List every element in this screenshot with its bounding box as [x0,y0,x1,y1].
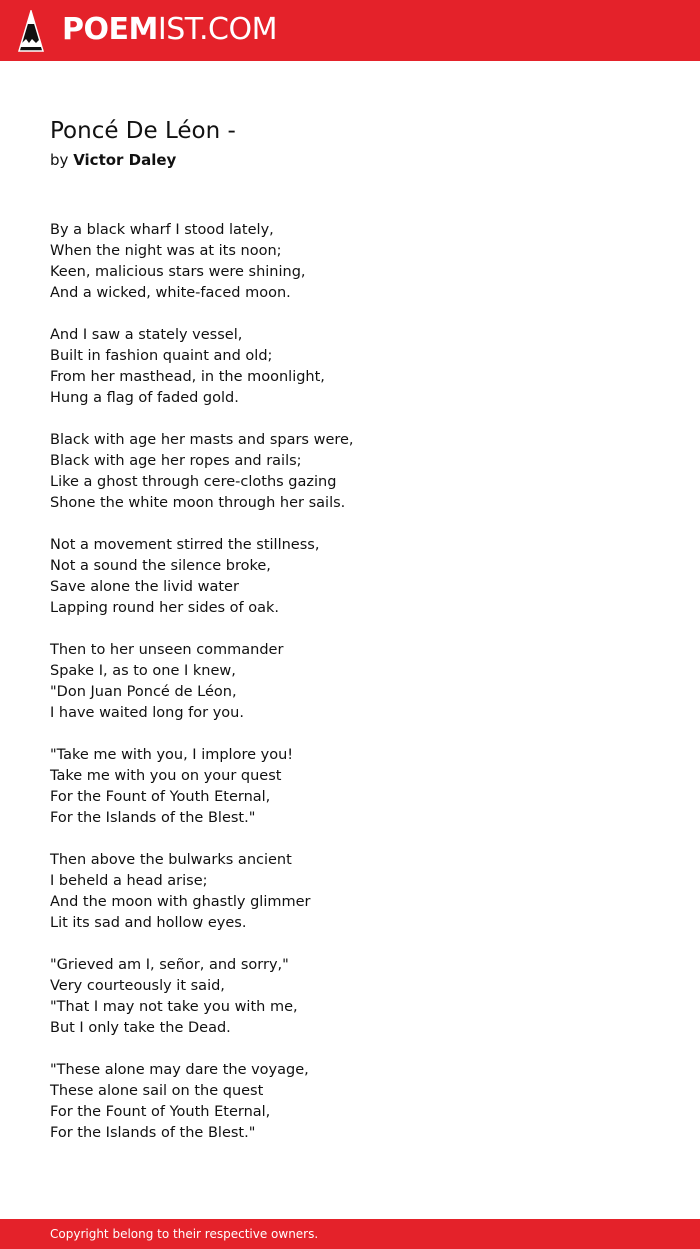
poem-line: From her masthead, in the moonlight, [50,369,325,385]
logo-text-light: IST.COM [157,12,277,47]
poem-line: Black with age her ropes and rails; [50,453,302,469]
site-logo[interactable] [62,12,277,48]
poem-line: And the moon with ghastly glimmer [50,894,311,910]
logo-text-bold: POEM [62,12,158,47]
stanza [50,640,650,724]
poem-line: For the Fount of Youth Eternal, [50,789,271,805]
stanza [50,1060,650,1144]
poem-line: I have waited long for you. [50,705,244,721]
stanza [50,535,650,619]
copyright-text: Copyright belong to their respective owners. [50,1227,319,1241]
by-label: by [50,151,69,169]
poem-line: Not a sound the silence broke, [50,558,271,574]
poem-line: When the night was at its noon; [50,243,282,259]
poem-line: Hung a flag of faded gold. [50,390,239,406]
stanza [50,220,650,304]
poem-line: I beheld a head arise; [50,873,208,889]
poem-line: Keen, malicious stars were shining, [50,264,306,280]
poem-line: Then above the bulwarks ancient [50,852,292,868]
poem-title: Poncé De Léon - [50,118,236,144]
poem-line: Save alone the livid water [50,579,239,595]
poem-line: Like a ghost through cere-cloths gazing [50,474,337,490]
site-footer [0,1219,700,1249]
poem-line: Very courteously it said, [50,978,225,994]
poem-line: And I saw a stately vessel, [50,327,243,343]
stanza [50,850,650,934]
poem-line: For the Islands of the Blest." [50,810,256,826]
poem-line: Spake I, as to one I knew, [50,663,236,679]
poem-line: Black with age her masts and spars were, [50,432,354,448]
poem-line: Lit its sad and hollow eyes. [50,915,247,931]
poem-line: Built in fashion quaint and old; [50,348,273,364]
poem-line: For the Islands of the Blest." [50,1125,256,1141]
poem-line: Take me with you on your quest [50,768,282,784]
stanza [50,325,650,409]
pencil-icon[interactable] [18,10,44,52]
stanza [50,955,650,1039]
poem-line: "That I may not take you with me, [50,999,298,1015]
poem-container [50,114,650,1165]
poem-line: These alone sail on the quest [50,1083,264,1099]
poem-line: "Take me with you, I implore you! [50,747,294,763]
poem-line: "Don Juan Poncé de Léon, [50,684,237,700]
poem-line: Shone the white moon through her sails. [50,495,346,511]
poem-line: But I only take the Dead. [50,1020,231,1036]
poem-line: "Grieved am I, señor, and sorry," [50,957,289,973]
stanza [50,745,650,829]
poem-line: Not a movement stirred the stillness, [50,537,320,553]
poem-line: By a black wharf I stood lately, [50,222,274,238]
poem-line: "These alone may dare the voyage, [50,1062,309,1078]
author-name: Victor Daley [73,151,177,169]
poem-line: For the Fount of Youth Eternal, [50,1104,271,1120]
site-header [0,0,700,61]
poem-line: Then to her unseen commander [50,642,284,658]
poem-body [50,220,650,1144]
poem-line: Lapping round her sides of oak. [50,600,280,616]
stanza [50,430,650,514]
poem-line: And a wicked, white-faced moon. [50,285,291,301]
byline [50,149,650,171]
